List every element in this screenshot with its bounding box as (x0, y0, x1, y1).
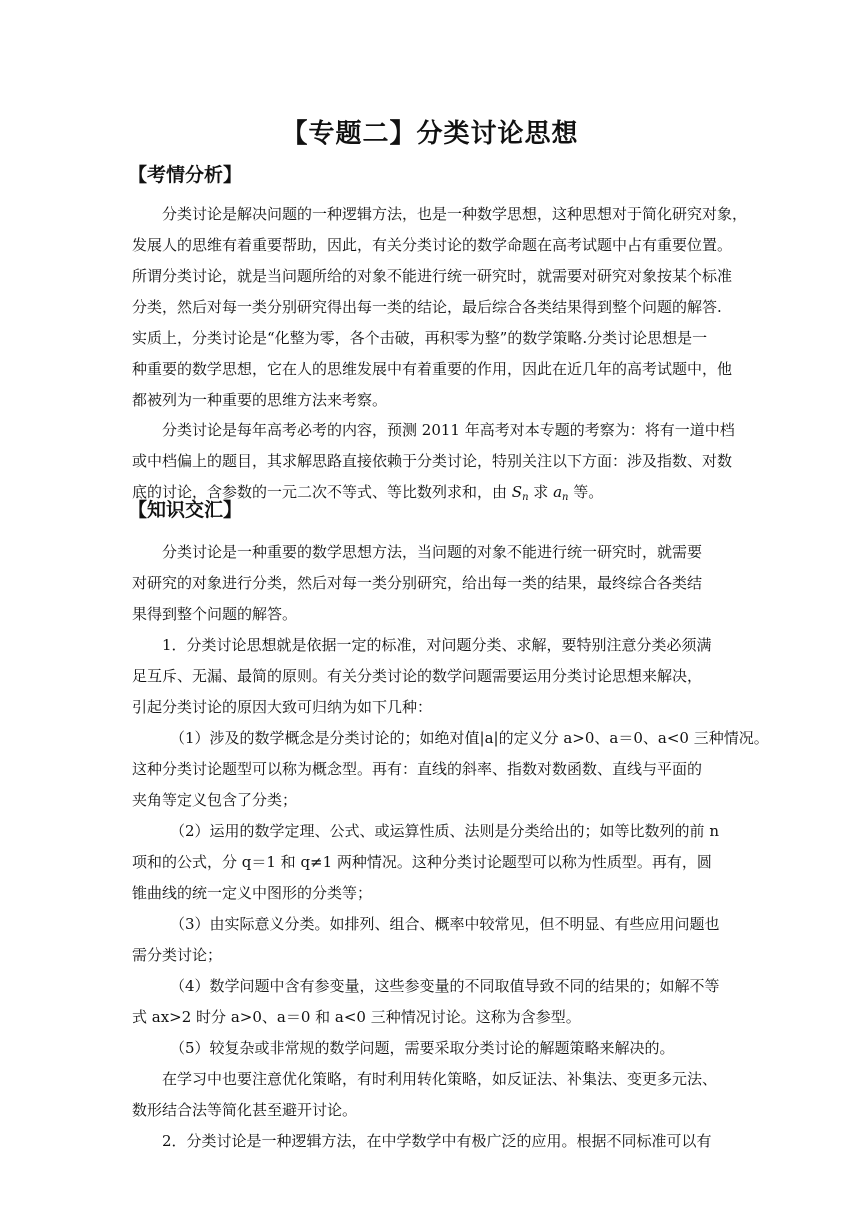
knowledge-line: 夹角等定义包含了分类； (132, 791, 298, 809)
knowledge-line: （3）由实际意义分类。如排列、组合、概率中较常见，但不明显、有些应用问题也 (170, 915, 720, 933)
knowledge-line: 需分类讨论； (132, 946, 223, 964)
math-subscript: n (562, 492, 569, 503)
math-symbol: S (511, 483, 523, 501)
page-title: 【专题二】分类讨论思想 (281, 119, 579, 149)
text-span: 求 (528, 483, 554, 501)
paragraph-line: 种重要的数学思想，它在人的思维发展中有着重要的作用，因此在近几年的高考试题中，他 (132, 360, 733, 378)
knowledge-line: 果得到整个问题的解答。 (132, 605, 298, 623)
paragraph-line: 都被列为一种重要的思维方法来考察。 (132, 391, 388, 409)
knowledge-line: （4）数学问题中含有参变量，这些参变量的不同取值导致不同的结果的；如解不等 (170, 977, 720, 995)
knowledge-line: 式 ax>2 时分 a>0、a＝0 和 a<0 三种情况讨论。这称为含参型。 (132, 1008, 581, 1026)
knowledge-line: 2．分类讨论是一种逻辑方法，在中学数学中有极广泛的应用。根据不同标准可以有 (162, 1132, 712, 1150)
math-a-n (553, 483, 568, 501)
knowledge-line: 1．分类讨论思想就是依据一定的标准，对问题分类、求解，要特别注意分类必须满 (162, 636, 712, 654)
exam-analysis-paragraph-1 (132, 199, 748, 416)
paragraph-line: 或中档偏上的题目，其求解思路直接依赖于分类讨论，特别关注以下方面：涉及指数、对数 (132, 452, 733, 470)
knowledge-line: 在学习中也要注意优化策略，有时利用转化策略，如反证法、补集法、变更多元法、 (162, 1070, 718, 1088)
knowledge-line: 分类讨论是一种重要的数学思想方法，当问题的对象不能进行统一研究时，就需要 (162, 543, 703, 561)
knowledge-line: （5）较复杂或非常规的数学问题，需要采取分类讨论的解题策略来解决的。 (170, 1039, 675, 1057)
knowledge-line: （1）涉及的数学概念是分类讨论的；如绝对值|a|的定义分 a>0、a＝0、a<0 三种情况。 (170, 729, 769, 747)
paragraph-line: 分类讨论是解决问题的一种逻辑方法，也是一种数学思想，这种思想对于简化研究对象， (162, 205, 748, 223)
math-symbol: a (553, 483, 563, 501)
paragraph-line: 所谓分类讨论，就是当问题所给的对象不能进行统一研究时，就需要对研究对象按某个标准 (132, 267, 733, 285)
knowledge-line: 这种分类讨论题型可以称为概念型。再有：直线的斜率、指数对数函数、直线与平面的 (132, 760, 703, 778)
knowledge-line: 锥曲线的统一定义中图形的分类等； (132, 884, 373, 902)
knowledge-line: 对研究的对象进行分类，然后对每一类分别研究，给出每一类的结果，最终综合各类结 (132, 574, 703, 592)
knowledge-line: 数形结合法等简化甚至避开讨论。 (132, 1101, 358, 1119)
paragraph-line: 实质上，分类讨论是“化整为零，各个击破，再积零为整”的数学策略.分类讨论思想是一 (132, 329, 708, 347)
math-subscript: n (522, 492, 529, 503)
knowledge-line: （2）运用的数学定理、公式、或运算性质、法则是分类给出的；如等比数列的前 n (170, 822, 719, 840)
knowledge-line: 足互斥、无漏、最简的原则。有关分类讨论的数学问题需要运用分类讨论思想来解决， (132, 667, 703, 685)
paragraph-line: 分类，然后对每一类分别研究得出每一类的结论，最后综合各类结果得到整个问题的解答. (132, 298, 722, 316)
section-heading-knowledge: 【知识交汇】 (128, 499, 243, 521)
knowledge-line: 引起分类讨论的原因大致可归纳为如下几种： (132, 698, 433, 716)
text-span: 等。 (568, 483, 604, 501)
knowledge-body (132, 537, 769, 1157)
knowledge-line: 项和的公式，分 q＝1 和 q≠1 两种情况。这种分类讨论题型可以称为性质型。再有，圆 (132, 853, 712, 871)
paragraph-line: 分类讨论是每年高考必考的内容，预测 2011 年高考对本专题的考察为：将有一道中档 (162, 421, 735, 439)
text-span: 底的讨论，含参数的一元二次不等式、等比数列求和，由 (132, 483, 512, 501)
paragraph-line: 发展人的思维有着重要帮助，因此，有关分类讨论的数学命题在高考试题中占有重要位置。 (132, 236, 733, 254)
math-s-n (512, 483, 529, 501)
section-heading-exam-analysis: 【考情分析】 (128, 164, 243, 186)
